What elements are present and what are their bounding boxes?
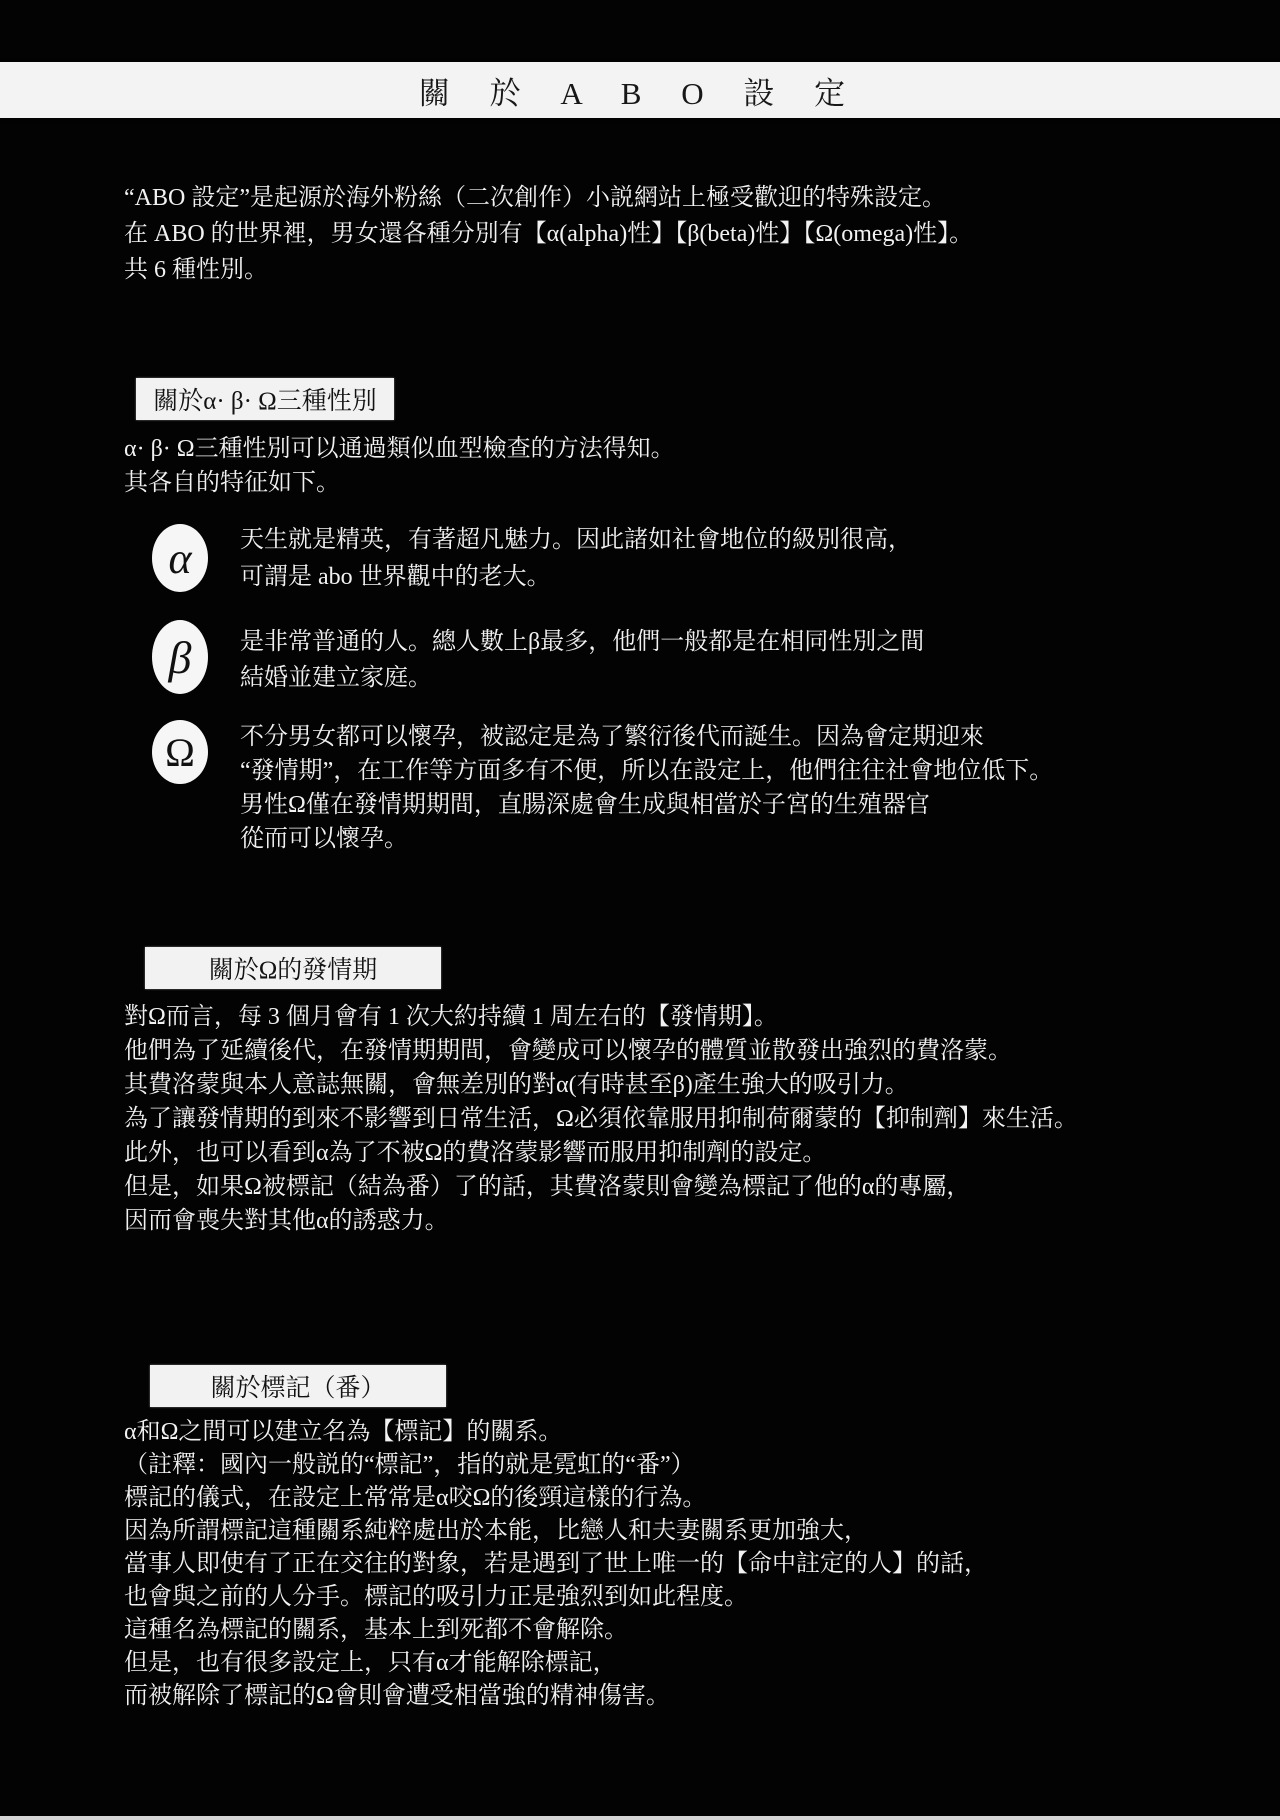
text-line: 共 6 種性別。 xyxy=(124,257,268,283)
text-line: 男性Ω僅在發情期期間，直腸深處會生成與相當於子宮的生殖器官 xyxy=(240,792,930,818)
beta-symbol: β xyxy=(168,631,192,683)
text-line: 不分男女都可以懷孕，被認定是為了繁衍後代而誕生。因為會定期迎來 xyxy=(240,724,984,750)
text-line: 在 ABO 的世界裡，男女還各種分別有【α(alpha)性】【β(beta)性】【Ω(omega)性】。 xyxy=(124,221,974,247)
text-line: “ABO 設定”是起源於海外粉絲（二次創作）小説網站上極受歡迎的特殊設定。 xyxy=(124,185,946,211)
text-line: 其各自的特征如下。 xyxy=(124,470,340,496)
text-line: 這種名為標記的關系，基本上到死都不會解除。 xyxy=(124,1617,628,1643)
text-line: （註釋：國內一般説的“標記”，指的就是霓虹的“番”） xyxy=(124,1452,695,1478)
text-line: 此外，也可以看到α為了不被Ω的費洛蒙影響而服用抑制劑的設定。 xyxy=(124,1140,827,1166)
text-line: 結婚並建立家庭。 xyxy=(240,665,432,691)
text-line: 但是，如果Ω被標記（結為番）了的話，其費洛蒙則會變為標記了他的α的專屬， xyxy=(124,1174,971,1200)
omega-description xyxy=(240,720,1053,856)
section-heading-label: 關於α· β· Ω三種性別 xyxy=(153,388,377,415)
page-title: 關 於 A B O 設 定 xyxy=(418,75,862,111)
section-heading-marking xyxy=(150,1365,446,1407)
text-line: 因而會喪失對其他α的誘惑力。 xyxy=(124,1208,449,1234)
text-line: 但是，也有很多設定上，只有α才能解除標記， xyxy=(124,1650,617,1676)
text-line: α· β· Ω三種性別可以通過類似血型檢查的方法得知。 xyxy=(124,436,675,462)
text-line: 為了讓發情期的到來不影響到日常生活，Ω必須依靠服用抑制荷爾蒙的【抑制劑】來生活。 xyxy=(124,1106,1078,1132)
text-line: 其費洛蒙與本人意誌無關，會無差別的對α(有時甚至β)產生強大的吸引力。 xyxy=(124,1072,909,1098)
page-title-band xyxy=(0,62,1280,118)
text-line: 當事人即使有了正在交往的對象，若是遇到了世上唯一的【命中註定的人】的話， xyxy=(124,1551,988,1577)
intro-paragraph xyxy=(124,180,973,288)
section-heading-label: 關於Ω的發情期 xyxy=(208,957,378,984)
text-line: 標記的儀式，在設定上常常是α咬Ω的後頸這樣的行為。 xyxy=(124,1485,707,1511)
text-line: 而被解除了標記的Ω會則會遭受相當強的精神傷害。 xyxy=(124,1683,670,1709)
alpha-symbol: α xyxy=(168,533,192,583)
page-bottom-edge xyxy=(0,1816,1280,1820)
alpha-description xyxy=(240,522,912,596)
beta-symbol-badge xyxy=(152,620,208,694)
beta-description xyxy=(240,624,924,696)
three-genders-intro-paragraph xyxy=(124,432,675,500)
omega-heat-paragraph xyxy=(124,1000,1078,1238)
text-line: α和Ω之間可以建立名為【標記】的關系。 xyxy=(124,1419,563,1445)
text-line: 也會與之前的人分手。標記的吸引力正是強烈到如此程度。 xyxy=(124,1584,748,1610)
section-heading-three-genders xyxy=(136,378,394,420)
text-line: 是非常普通的人。總人數上β最多，他們一般都是在相同性別之間 xyxy=(240,629,925,655)
alpha-symbol-badge xyxy=(152,524,208,592)
text-line: 可謂是 abo 世界觀中的老大。 xyxy=(240,564,551,590)
text-line: 因為所謂標記這種關系純粹處出於本能，比戀人和夫妻關系更加強大， xyxy=(124,1518,868,1544)
text-line: “發情期”，在工作等方面多有不便，所以在設定上，他們往往社會地位低下。 xyxy=(240,758,1054,784)
omega-symbol-badge xyxy=(152,720,208,784)
section-heading-label: 關於標記（番） xyxy=(210,1375,386,1402)
text-line: 他們為了延續後代，在發情期期間，會變成可以懷孕的體質並散發出強烈的費洛蒙。 xyxy=(124,1038,1012,1064)
section-heading-omega-heat xyxy=(145,947,441,989)
omega-symbol: Ω xyxy=(165,729,195,775)
text-line: 從而可以懷孕。 xyxy=(240,826,408,852)
text-line: 天生就是精英，有著超凡魅力。因此諸如社會地位的級別很高， xyxy=(240,527,912,553)
text-line: 對Ω而言，每 3 個月會有 1 次大約持續 1 周左右的【發情期】。 xyxy=(124,1004,778,1030)
marking-paragraph xyxy=(124,1416,988,1713)
